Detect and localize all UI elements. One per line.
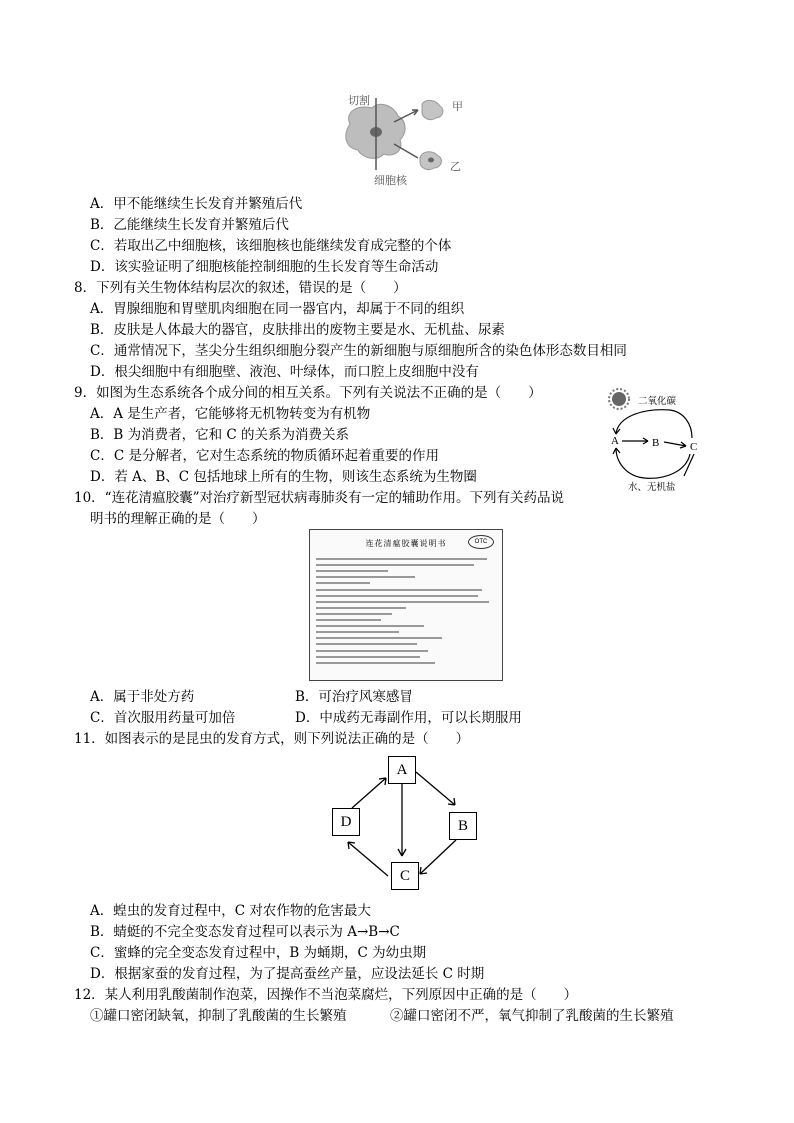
node-a: A bbox=[611, 435, 619, 447]
q10-stem-line2: 明书的理解正确的是（ ） bbox=[90, 511, 266, 527]
label-cut: 切割 bbox=[348, 94, 370, 107]
q11-stem: 11．如图表示的是昆虫的发育方式，则下列说法正确的是（ ） bbox=[74, 731, 470, 747]
node-c: C bbox=[690, 441, 698, 453]
otc-badge: OTC bbox=[468, 535, 494, 549]
cell-cutting-figure bbox=[336, 92, 476, 188]
q10-stem-line1: 10．“连花清瘟胶囊”对治疗新型冠状病毒肺炎有一定的辅助作用。下列有关药品说 bbox=[74, 490, 564, 506]
stage-box-a: A bbox=[388, 756, 416, 784]
ecosystem-figure bbox=[604, 384, 714, 496]
water-label: 水、无机盐 bbox=[628, 482, 676, 493]
arc-bottom bbox=[616, 448, 690, 478]
q7-option-d: D．该实验证明了细胞核能控制细胞的生长发育等生命活动 bbox=[90, 259, 439, 275]
leaflet-text-lines bbox=[316, 554, 496, 668]
q7-option-a: A．甲不能继续生长发育并繁殖后代 bbox=[90, 196, 303, 212]
q10-option-b: B．可治疗风寒感冒 bbox=[295, 689, 413, 705]
cell-jia bbox=[422, 100, 443, 119]
stage-box-c: C bbox=[391, 862, 419, 890]
q10-option-c: C．首次服用药量可加倍 bbox=[90, 710, 236, 726]
q11-option-a: A．蝗虫的发育过程中，C 对农作物的危害最大 bbox=[90, 903, 371, 919]
q10-option-d: D．中成药无毒副作用，可以长期服用 bbox=[295, 710, 522, 726]
stage-box-b: B bbox=[449, 812, 477, 840]
label-jia: 甲 bbox=[452, 100, 463, 113]
stage-box-d: D bbox=[332, 808, 360, 836]
arc-top bbox=[616, 410, 692, 438]
node-b: B bbox=[652, 437, 660, 449]
q11-option-c: C．蜜蜂的完全变态发育过程中，B 为蛹期，C 为幼虫期 bbox=[90, 945, 427, 961]
q8-option-a: A．胃腺细胞和胃壁肌肉细胞在同一器官内，却属于不同的组织 bbox=[90, 301, 465, 317]
q12-option-1: ①罐口密闭缺氧，抑制了乳酸菌的生长繁殖 bbox=[90, 1008, 347, 1024]
co2-label: 二氧化碳 bbox=[638, 396, 677, 407]
label-yi: 乙 bbox=[450, 160, 461, 173]
q11-option-d: D．根据家蚕的发育过程，为了提高蚕丝产量，应设法延长 C 时期 bbox=[90, 966, 485, 982]
q9-option-c: C．C 是分解者，它对生态系统的物质循环起着重要的作用 bbox=[90, 448, 439, 464]
q7-option-b: B．乙能继续生长发育并繁殖后代 bbox=[90, 217, 289, 233]
q9-stem: 9．如图为生态系统各个成分间的相互关系。下列有关说法不正确的是（ ） bbox=[74, 385, 542, 401]
q12-stem: 12．某人利用乳酸菌制作泡菜，因操作不当泡菜腐烂，下列原因中正确的是（ ） bbox=[74, 987, 578, 1003]
q10-option-a: A．属于非处方药 bbox=[90, 689, 195, 705]
q7-option-c: C．若取出乙中细胞核，该细胞核也能继续发育成完整的个体 bbox=[90, 238, 452, 254]
q8-option-b: B．皮肤是人体最大的器官，皮肤排出的废物主要是水、无机盐、尿素 bbox=[90, 322, 505, 338]
medicine-leaflet-image bbox=[309, 529, 503, 681]
q9-option-a: A．A 是生产者，它能够将无机物转变为有机物 bbox=[90, 406, 371, 422]
label-nucleus: 细胞核 bbox=[374, 174, 407, 187]
q8-option-c: C．通常情况下，茎尖分生组织细胞分裂产生的新细胞与原细胞所含的染色体形态数目相同 bbox=[90, 343, 627, 359]
q9-option-b: B．B 为消费者，它和 C 的关系为消费关系 bbox=[90, 427, 350, 443]
q8-option-d: D．根尖细胞中有细胞壁、液泡、叶绿体，而口腔上皮细胞中没有 bbox=[90, 364, 479, 380]
sun-icon bbox=[609, 389, 629, 409]
q12-option-2: ②罐口密闭不严，氧气抑制了乳酸菌的生长繁殖 bbox=[390, 1008, 674, 1024]
leaflet-title: 连花清瘟胶囊说明书 bbox=[365, 539, 447, 548]
q9-option-d: D．若 A、B、C 包括地球上所有的生物，则该生态系统为生物圈 bbox=[90, 469, 477, 485]
q11-option-b: B．蜻蜓的不完全变态发育过程可以表示为 A→B→C bbox=[90, 924, 400, 940]
q8-stem: 8．下列有关生物体结构层次的叙述，错误的是（ ） bbox=[74, 280, 407, 296]
